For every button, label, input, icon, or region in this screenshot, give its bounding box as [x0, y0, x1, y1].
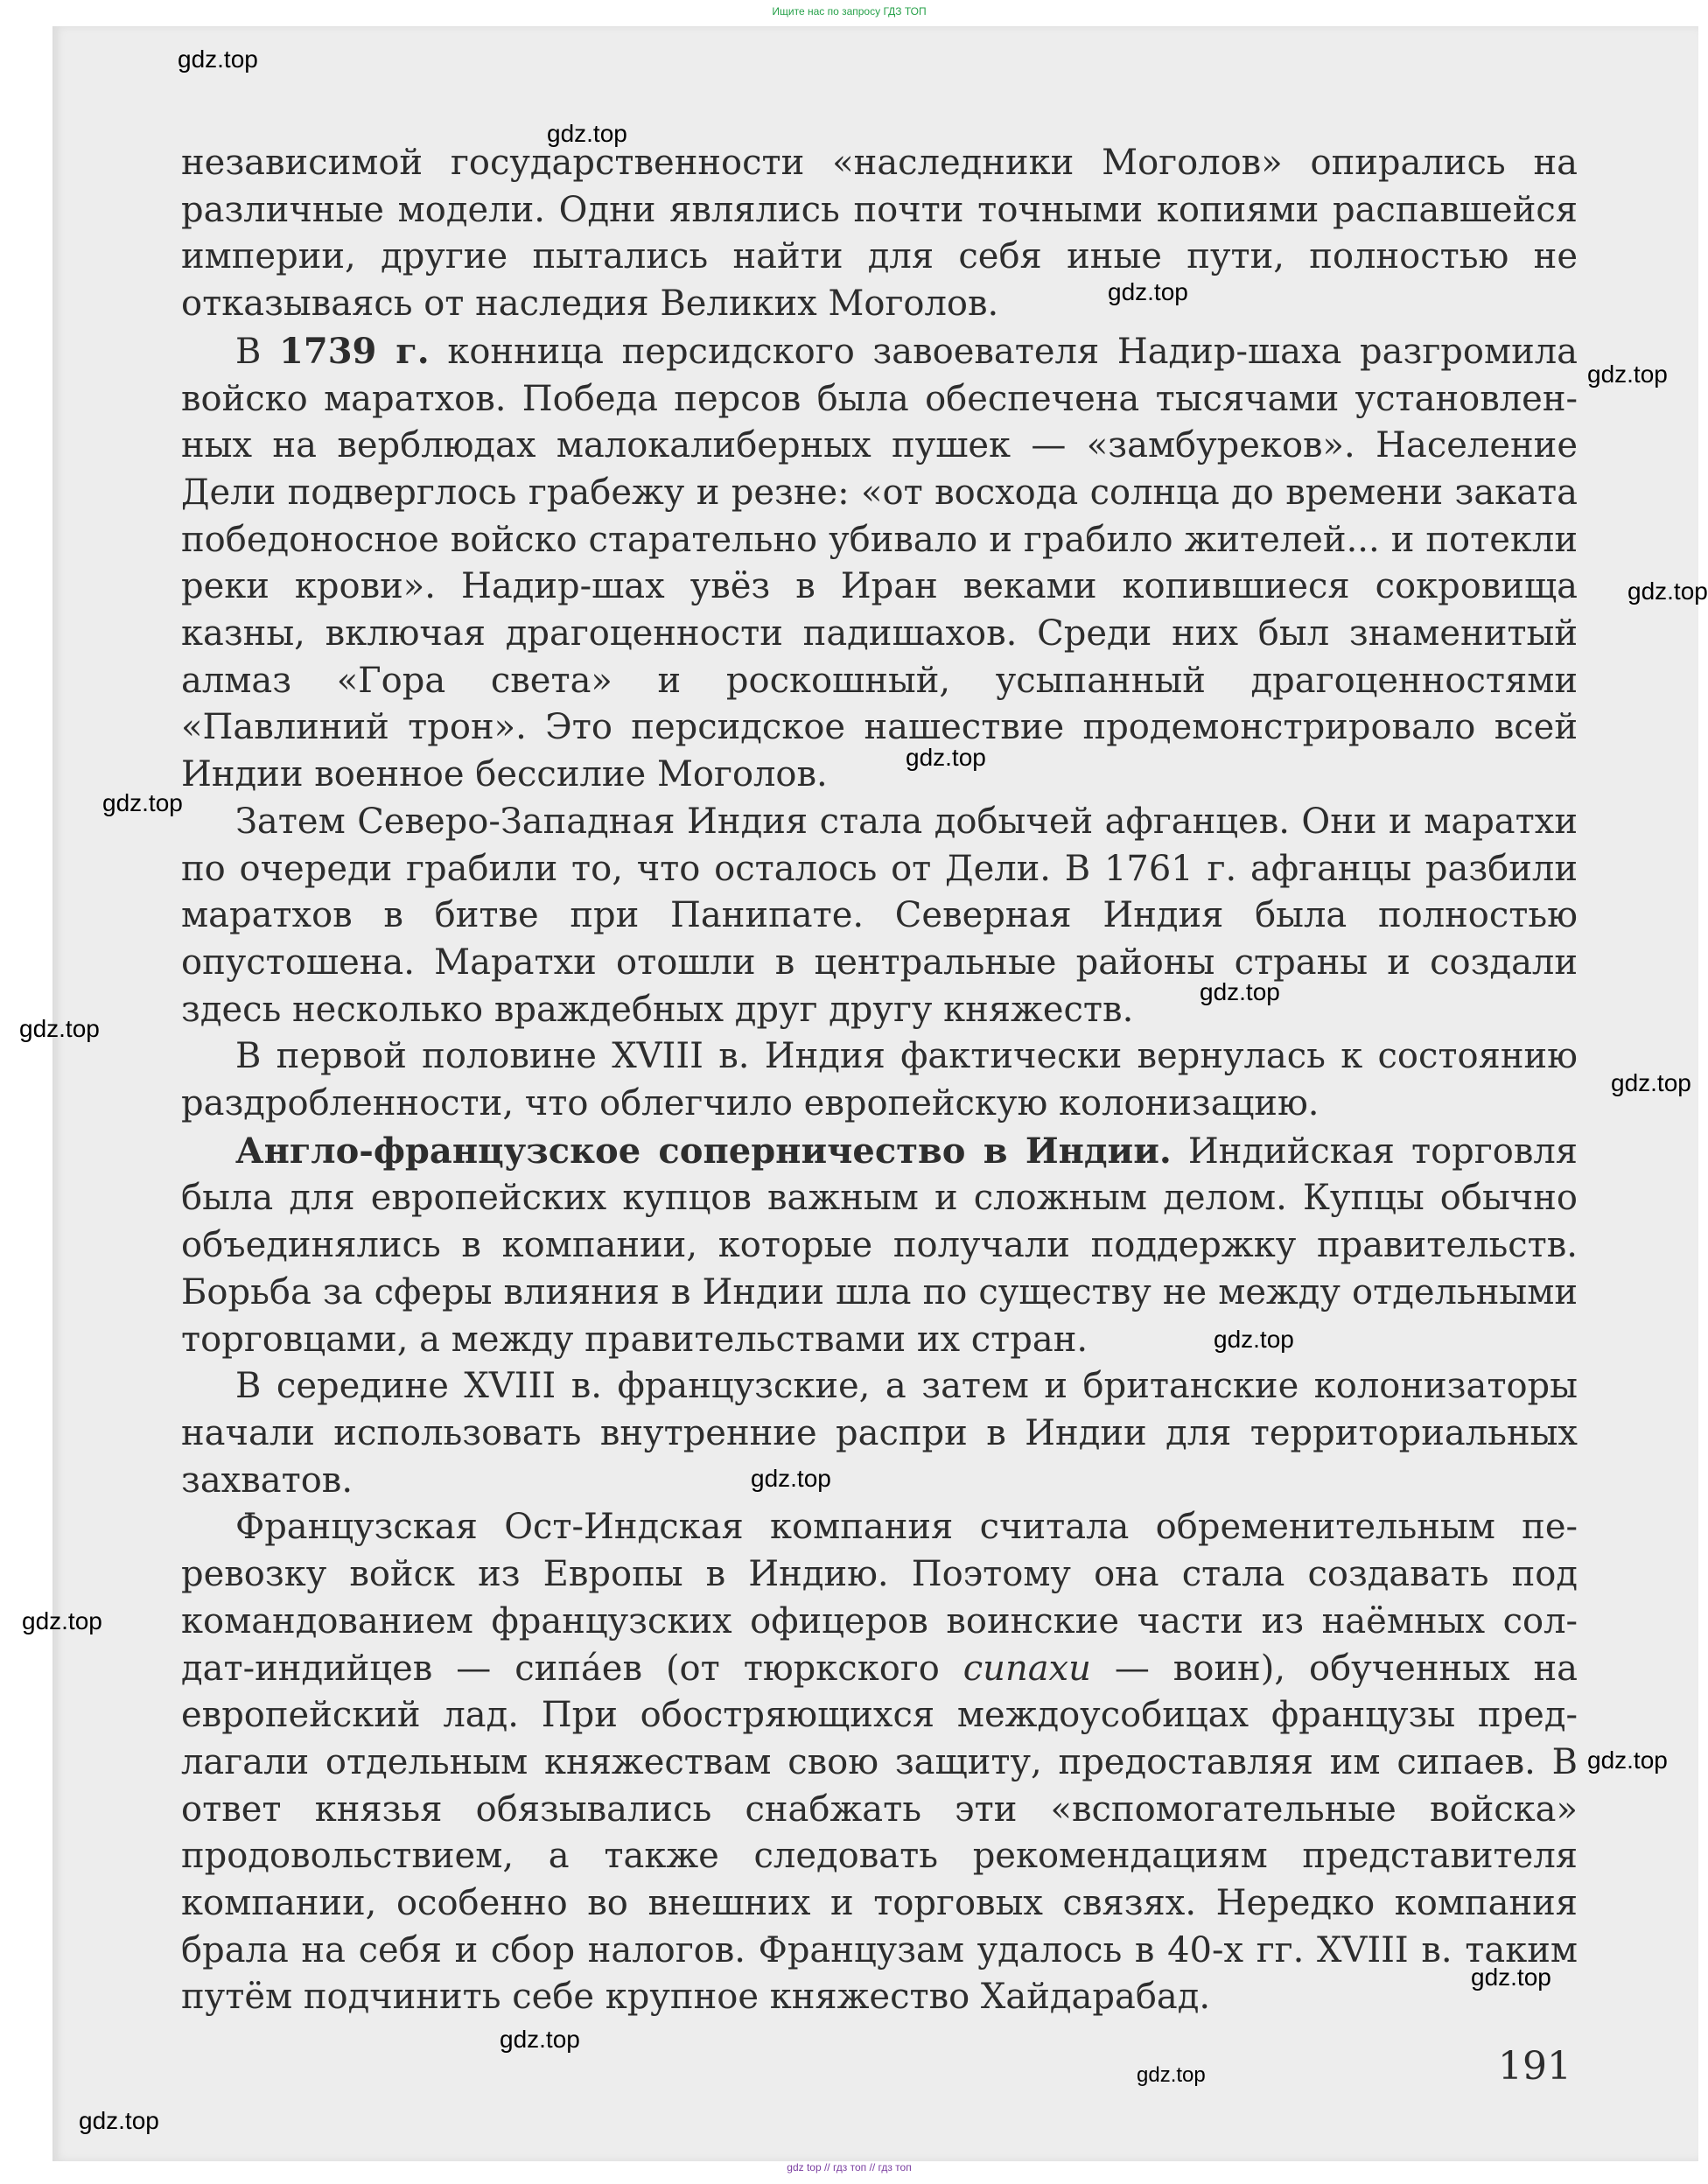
watermark: gdz.top: [500, 2026, 580, 2053]
watermark: gdz.top: [19, 1015, 100, 1042]
watermark: gdz.top: [22, 1607, 102, 1634]
watermark: gdz.top: [1214, 1326, 1294, 1353]
page-number: 191: [1498, 2044, 1572, 2089]
section-heading: Англо-французское соперничество в Индии.: [235, 1130, 1172, 1172]
watermark: gdz.top: [1108, 278, 1188, 305]
watermark: gdz.top: [1611, 1069, 1691, 1096]
watermark: gdz.top: [79, 2107, 159, 2134]
watermark: gdz.top: [1471, 1964, 1551, 1991]
paragraph-7: Французская Ост-Индская компания считала обременительным перевозку войск из Европы в Индию. Поэтому она стала создавать под командованием французских офицеров воинские части из наёмных солдат-индийцев — сипа́ев (от тюркского сипахи — воин), обученных на европейский лад. При обостряющихся междоусобицах французы предлагали отдельным княжествам свою защиту, предоставляя им сипаев. В ответ князья обязывались снабжать эти «вспомогательные войска» продовольствием, а также следовать рекомендациям представителя компании, особенно во внешних и торговых связях. Нередко компания брала на себя и сбор налогов. Французам удалось в 40-х гг. XVIII в. таким путём подчинить себе крупное княжество Хайдарабад.: [181, 1507, 1578, 2018]
paragraph-4: В первой половине XVIII в. Индия фактически вернулась к состоянию раздробленности, что облегчило европейскую колонизацию.: [181, 1036, 1578, 1124]
term-sipahi: сипахи: [962, 1648, 1091, 1689]
watermark: gdz.top: [1587, 1746, 1668, 1774]
body-text: [181, 140, 1578, 2021]
watermark: gdz.top: [751, 1465, 831, 1492]
watermark: gdz.top: [1628, 578, 1708, 605]
watermark: gdz.top: [1587, 360, 1668, 388]
watermark: gdz.top: [1137, 2063, 1206, 2087]
paragraph-1: независимой государственности «наследники Моголов» опирались на различные модели. Одни являлись почти точными копиями распавшейся империи, другие пытались найти для себя иные пути, полностью не отказываясь от наследия Великих Моголов.: [181, 143, 1578, 325]
paragraph-2: В 1739 г. конница персидского завоевателя Надир-шаха разгромила войско маратхов. Победа персов была обеспечена тысячами установленных на верблюдах малокалиберных пушек — «замбуреков». Население Дели подверглось грабежу и резне: «от восхода солнца до времени заката победоносное войско старательно убивало и грабило жителей... и потекли реки крови». Надир-шах увёз в Иран веками копившиеся сокровища казны, включая драгоценности падишахов. Среди них был знаменитый алмаз «Гора света» и роскошный, усыпанный драгоценностями «Павлиний трон». Это персидское нашествие продемонстрировало всей Индии военное бессилие Моголов.: [181, 330, 1578, 795]
bottom-banner: gdz top // гдз топ // гдз топ: [787, 2161, 912, 2174]
paragraph-5: Англо-французское соперничество в Индии. Индийская торговля была для европейских купцов важным и сложным делом. Купцы обычно объединялись в компании, которые получали поддержку правительств. Борьба за сферы влияния в Индии шла по существу не между отдельными торговцами, а между правительствами их стран.: [181, 1130, 1578, 1360]
watermark: gdz.top: [102, 789, 183, 816]
watermark: gdz.top: [1200, 978, 1280, 1005]
watermark: gdz.top: [178, 46, 258, 73]
year-1739: 1739 г.: [279, 330, 430, 372]
paragraph-3: Затем Северо-Западная Индия стала добычей афганцев. Они и маратхи по очереди грабили то, что осталось от Дели. В 1761 г. афганцы разбили маратхов в битве при Панипате. Северная Индия была полностью опустошена. Маратхи отошли в центральные районы страны и создали здесь несколько враждебных друг другу княжеств.: [181, 801, 1578, 1030]
top-banner: Ищите нас по запросу ГДЗ ТОП: [772, 5, 927, 18]
paragraph-6: В середине XVIII в. французские, а затем и британские колонизаторы начали использовать внутренние распри в Индии для территориальных захватов.: [181, 1366, 1578, 1501]
watermark: gdz.top: [547, 120, 627, 147]
watermark: gdz.top: [906, 744, 986, 771]
